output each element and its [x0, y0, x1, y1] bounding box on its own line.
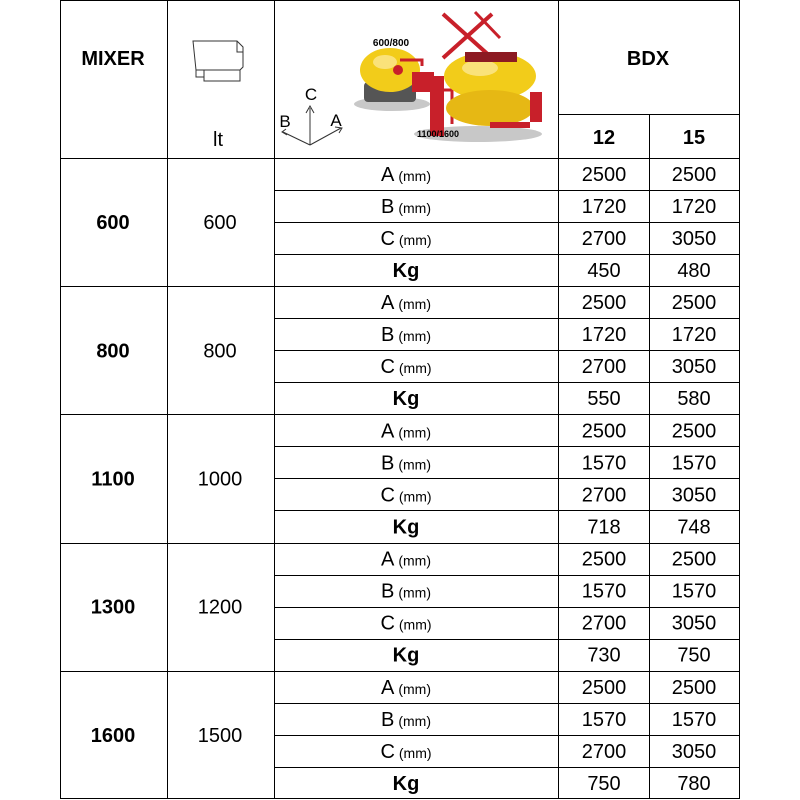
spec-name: A [381, 676, 395, 699]
value-bdx-12: 2500 [581, 548, 627, 571]
value-bdx-12: 550 [587, 388, 621, 411]
spec-unit: (mm) [398, 232, 432, 248]
spec-row [381, 420, 716, 442]
value-bdx-15: 750 [677, 644, 711, 667]
spec-name: B [381, 708, 395, 731]
model-capacity: 800 [203, 340, 237, 363]
value-bdx-12: 730 [587, 644, 621, 667]
spec-row [381, 164, 716, 186]
spec-name: Kg [392, 260, 420, 282]
spec-row [380, 356, 716, 378]
value-bdx-12: 2700 [581, 228, 627, 250]
value-bdx-15: 580 [677, 388, 711, 411]
photo-label-small: 600/800 [372, 38, 410, 49]
value-bdx-12: 718 [587, 516, 621, 539]
value-bdx-12: 1570 [581, 708, 627, 731]
model-name: 600 [96, 212, 130, 235]
spec-row [380, 228, 716, 250]
value-bdx-15: 3050 [671, 356, 717, 379]
spec-row [381, 677, 716, 699]
spec-label [381, 196, 431, 218]
spec-unit: (mm) [398, 296, 431, 313]
header-column-15: 15 [682, 127, 706, 149]
value-bdx-15: 1570 [671, 708, 717, 731]
spec-label [380, 356, 431, 378]
photo-label-large: 1100/1600 [416, 129, 460, 139]
model-capacity: 1000 [197, 468, 243, 491]
value-bdx-15: 748 [677, 516, 711, 539]
value-bdx-12: 2700 [581, 484, 627, 507]
value-bdx-15: 480 [677, 260, 711, 282]
spec-row [381, 709, 716, 731]
spec-name: Kg [392, 644, 420, 667]
spec-unit: (mm) [398, 328, 431, 345]
spec-row [393, 645, 711, 667]
spec-name: Kg [392, 388, 420, 411]
value-bdx-12: 2700 [581, 740, 627, 763]
spec-unit: (mm) [398, 200, 431, 216]
spec-name: C [380, 356, 395, 379]
header-capacity-unit: lt [213, 129, 223, 151]
spec-name: C [380, 612, 395, 635]
spec-name: C [380, 228, 395, 250]
spec-row [381, 196, 716, 218]
spec-label [393, 516, 420, 538]
spec-row [393, 260, 711, 282]
value-bdx-15: 1720 [671, 324, 717, 347]
spec-unit: (mm) [398, 168, 431, 184]
spec-label [381, 292, 431, 314]
spec-label [393, 260, 420, 282]
spec-label [393, 388, 420, 410]
spec-unit: (mm) [398, 456, 431, 473]
tank-outline-icon [193, 41, 243, 81]
spec-unit: (mm) [398, 360, 432, 377]
spec-name: A [381, 292, 395, 315]
value-bdx-15: 780 [677, 772, 711, 795]
spec-label [380, 228, 431, 250]
spec-label [381, 581, 431, 603]
value-bdx-12: 2500 [581, 420, 627, 443]
spec-unit: (mm) [398, 552, 431, 569]
spec-row [393, 516, 711, 538]
spec-unit: (mm) [398, 584, 431, 601]
spec-unit: (mm) [398, 424, 431, 441]
spec-name: C [380, 484, 395, 507]
table-body [91, 164, 717, 795]
spec-name: A [381, 548, 395, 571]
spec-name: B [381, 196, 395, 218]
spec-name: B [381, 452, 395, 475]
value-bdx-15: 2500 [671, 164, 717, 186]
header-model-label: MIXER [81, 48, 145, 70]
model-capacity: 1500 [197, 724, 243, 747]
value-bdx-12: 1720 [581, 196, 627, 218]
value-bdx-15: 3050 [671, 612, 717, 635]
header-series-label: BDX [626, 48, 670, 70]
model-group [96, 292, 716, 410]
value-bdx-12: 2500 [581, 292, 627, 315]
value-bdx-12: 450 [587, 260, 621, 282]
spec-name: B [381, 324, 395, 347]
spec-row [380, 484, 716, 506]
spec-label [381, 324, 431, 346]
spec-row [381, 452, 716, 474]
value-bdx-15: 1720 [671, 196, 717, 218]
spec-name: B [381, 580, 395, 603]
spec-label [381, 549, 431, 571]
spec-row [393, 773, 711, 795]
spec-table [60, 0, 740, 799]
model-name: 1600 [90, 724, 136, 747]
model-capacity: 1200 [197, 596, 243, 619]
spec-name: C [380, 740, 395, 763]
value-bdx-15: 1570 [671, 580, 717, 603]
model-name: 1100 [91, 468, 135, 491]
value-bdx-15: 2500 [671, 548, 717, 571]
spec-name: Kg [392, 772, 420, 795]
spec-name: A [381, 420, 395, 443]
value-bdx-12: 2700 [581, 356, 627, 379]
value-bdx-15: 3050 [671, 228, 717, 250]
spec-row [381, 581, 716, 603]
spec-row [381, 324, 716, 346]
spec-label [380, 741, 431, 763]
value-bdx-15: 2500 [671, 420, 717, 443]
value-bdx-12: 1570 [581, 580, 627, 603]
model-name: 1300 [90, 596, 136, 619]
spec-name: Kg [392, 516, 420, 539]
value-bdx-12: 2500 [581, 164, 627, 186]
spec-label [393, 773, 420, 795]
spec-row [380, 741, 716, 763]
header-column-12: 12 [592, 127, 616, 149]
axis-label-b: B [279, 112, 291, 131]
axis-label-a: A [330, 111, 342, 130]
spec-unit: (mm) [398, 680, 431, 697]
sprayer-photo-small [354, 48, 434, 111]
spec-name: A [381, 164, 395, 186]
spec-label [393, 645, 420, 667]
value-bdx-15: 2500 [671, 292, 717, 315]
model-group [91, 420, 716, 538]
spec-row [380, 613, 716, 635]
spec-unit: (mm) [398, 488, 432, 505]
spec-row [381, 292, 716, 314]
value-bdx-15: 1570 [671, 452, 717, 475]
spec-label [381, 709, 431, 731]
value-bdx-12: 750 [587, 772, 621, 795]
spec-label [381, 452, 431, 474]
model-name: 800 [96, 340, 130, 363]
value-bdx-12: 1570 [581, 452, 627, 475]
model-capacity: 600 [203, 212, 237, 235]
spec-unit: (mm) [398, 712, 431, 729]
spec-unit: (mm) [398, 616, 432, 633]
value-bdx-15: 2500 [671, 676, 717, 699]
value-bdx-15: 3050 [671, 484, 717, 507]
value-bdx-12: 1720 [581, 324, 627, 347]
spec-label [381, 677, 431, 699]
sprayer-photo-large [414, 12, 542, 142]
value-bdx-15: 3050 [671, 740, 717, 763]
value-bdx-12: 2500 [581, 676, 627, 699]
spec-row [393, 388, 711, 410]
axis-label-c: C [304, 85, 318, 104]
spec-row [381, 549, 716, 571]
value-bdx-12: 2700 [581, 612, 627, 635]
header [81, 12, 705, 151]
spec-label [381, 420, 431, 442]
spec-label [381, 164, 431, 186]
spec-unit: (mm) [398, 744, 432, 761]
spec-label [380, 613, 431, 635]
spec-label [380, 484, 431, 506]
